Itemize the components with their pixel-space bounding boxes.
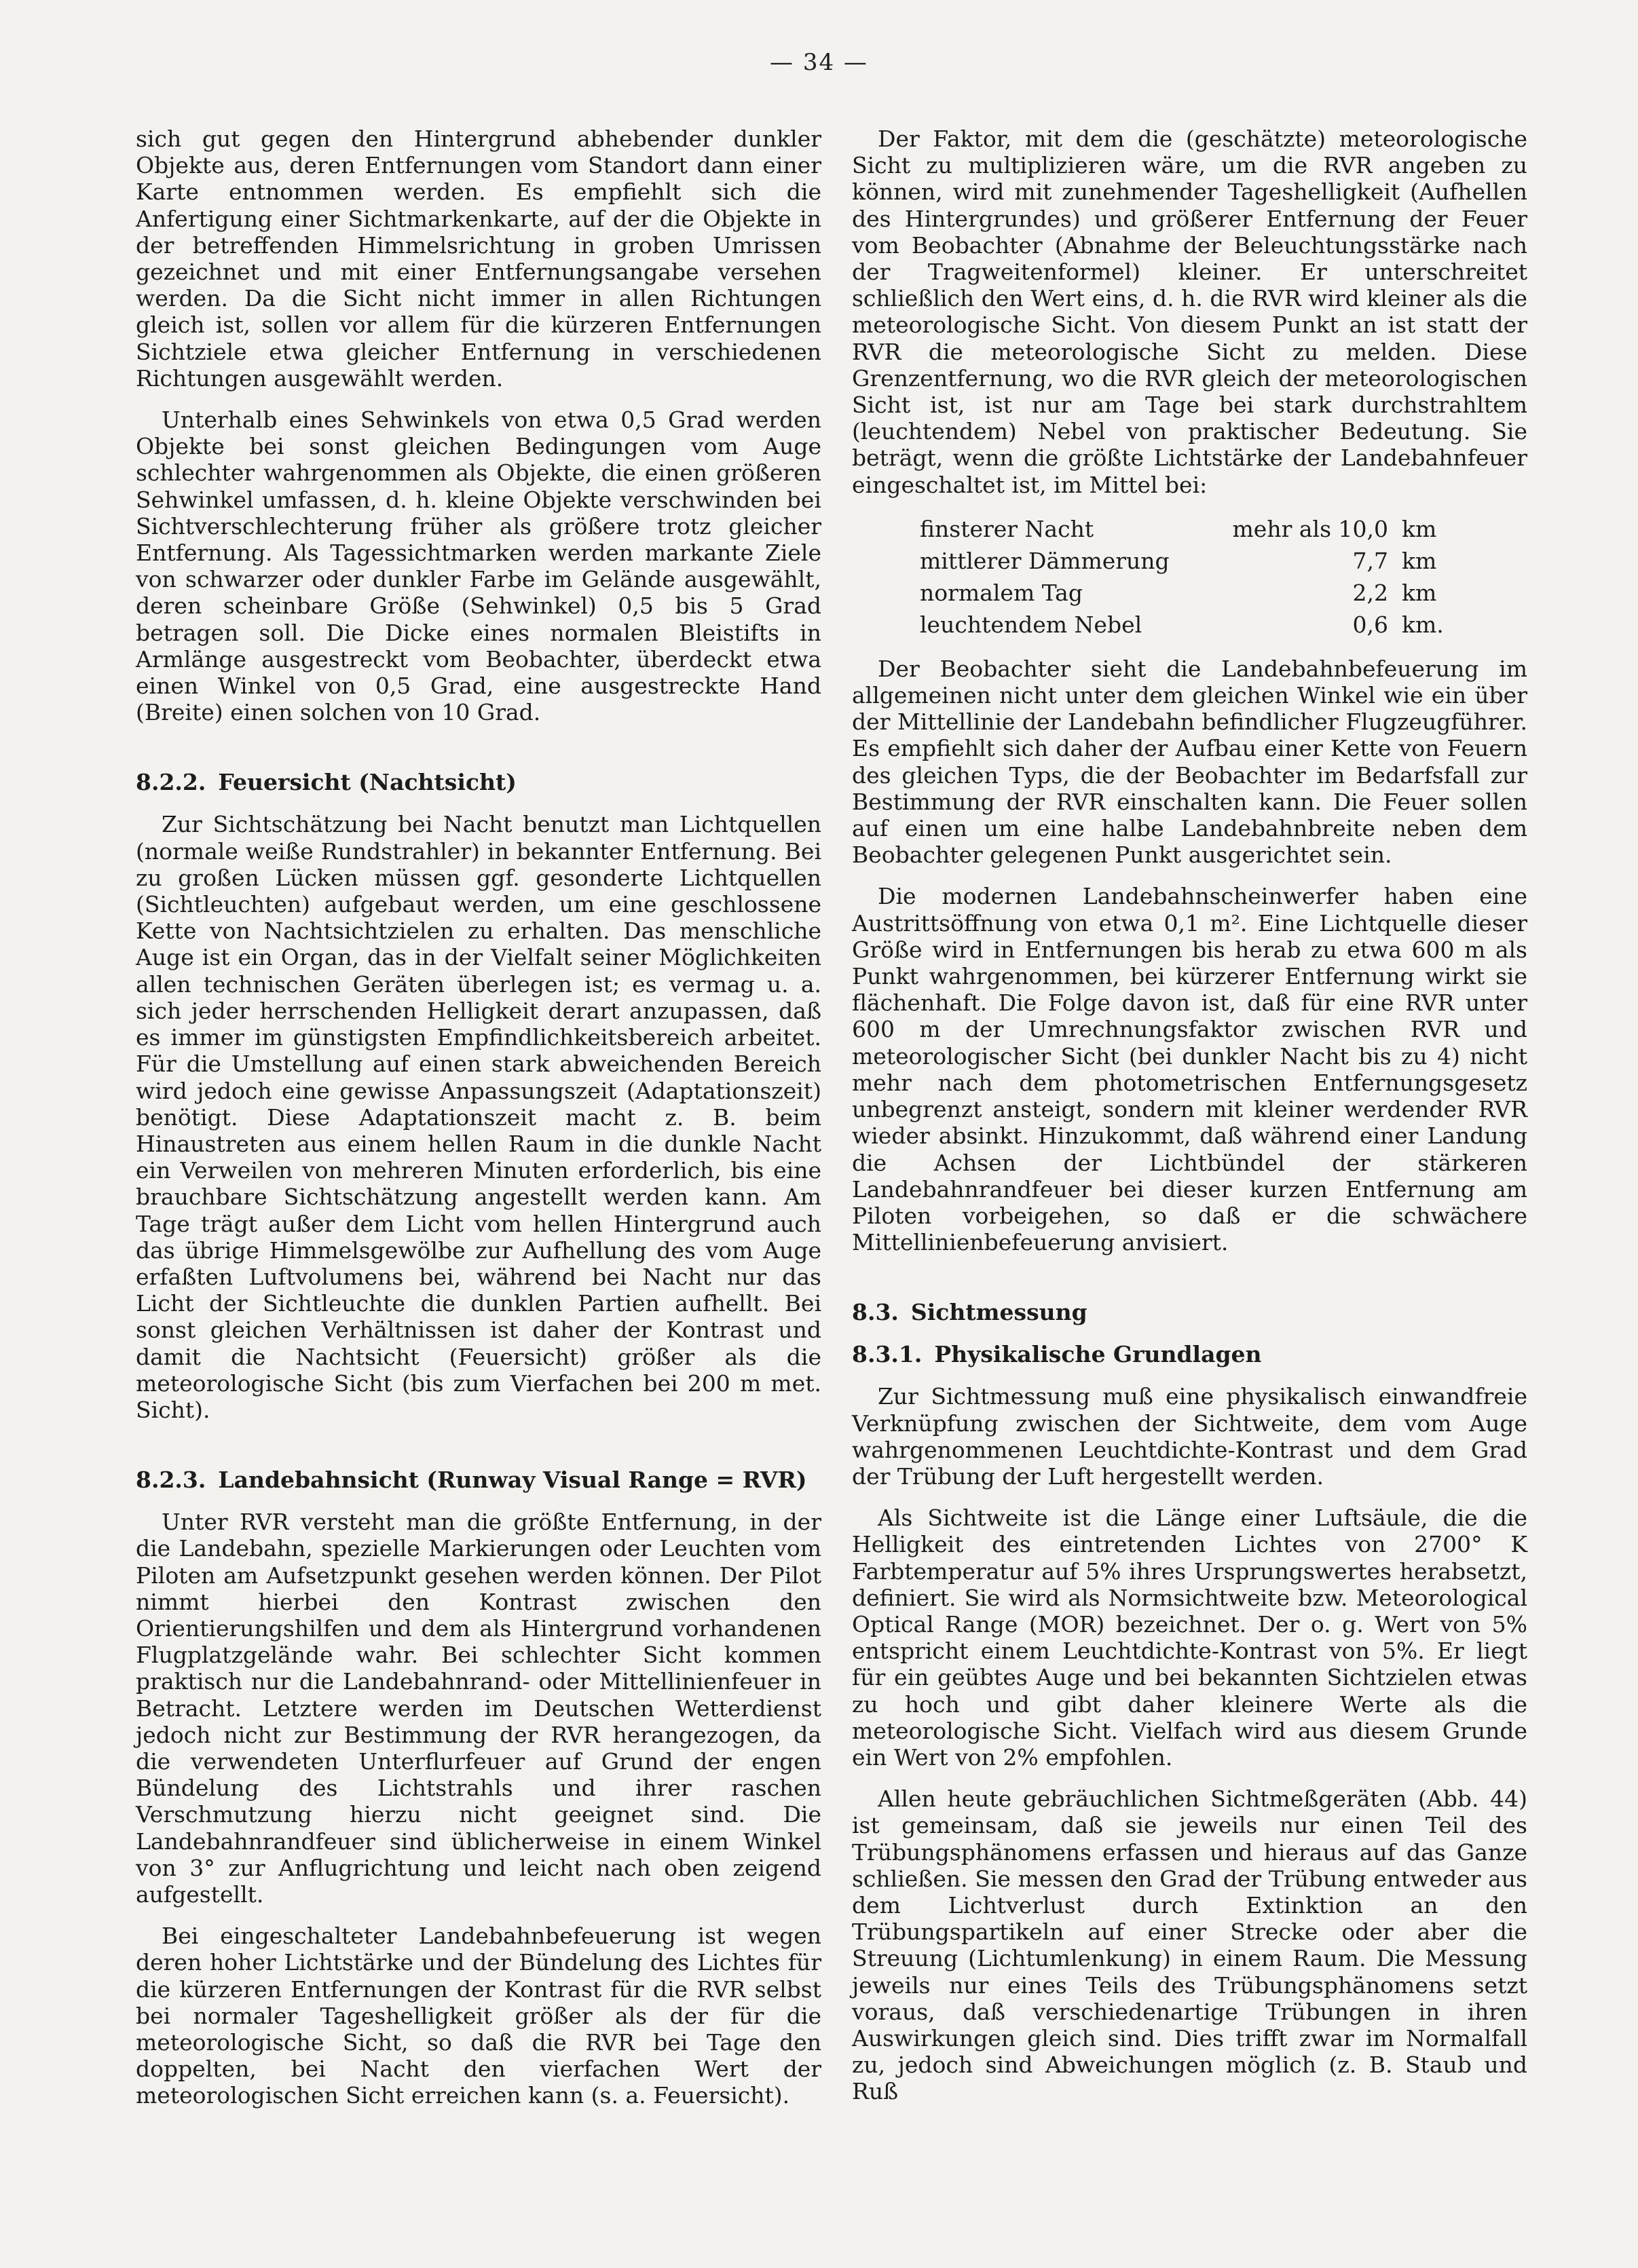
section-heading-8-2-3	[136, 1467, 821, 1494]
section-title: Feuersicht (Nachtsicht)	[218, 769, 517, 796]
paragraph: Zur Sichtschätzung bei Nacht benutzt man Lichtquellen (normale weiße Rundstrahler) in bekannter Entfernung. Bei zu großen Lücken müssen ggf. gesonderte Lichtquellen (Sichtleuchten) aufgebaut werden, um eine geschlossene Kette von Nachtsichtzielen zu erhalten. Das menschliche Auge ist ein Organ, das in der Vielfalt seiner Möglichkeiten allen technischen Geräten überlegen ist; es vermag u. a. sich jeder herrschenden Helligkeit derart anzupassen, daß es immer im günstigsten Empfindlichkeitsbereich arbeitet. Für die Umstellung auf einen stark abweichenden Bereich wird jedoch eine gewisse Anpassungszeit (Adaptationszeit) benötigt. Diese Adaptationszeit macht z. B. beim Hinaustreten aus einem hellen Raum in die dunkle Nacht ein Verweilen von mehreren Minuten erforderlich, bis eine brauchbare Sichtschätzung angestellt werden kann. Am Tage trägt außer dem Licht vom hellen Hintergrund auch das übrige Himmelsgewölbe zur Aufhellung des vom Auge erfaßten Luftvolumens bei, während bei Nacht nur das Licht der Sichtleuchte die dunklen Partien aufhellt. Bei sonst gleichen Verhältnissen ist daher der Kontrast und damit die Nachtsicht (Feuersicht) größer als die meteorologische Sicht (bis zum Vierfachen bei 200 m met. Sicht).	[136, 811, 821, 1423]
table-row	[920, 513, 1456, 545]
paragraph: sich gut gegen den Hintergrund abhebender dunkler Objekte aus, deren Entfernungen vom Standort dann einer Karte entnommen werden. Es empfiehlt sich die Anfertigung einer Sichtmarkenkarte, auf der die Objekte in der betreffenden Himmelsrichtung in groben Umrissen gezeichnet und mit einer Entfernungsangabe versehen werden. Da die Sicht nicht immer in allen Richtungen gleich ist, sollen vor allem für die kürzeren Entfernungen Sichtziele etwa gleicher Entfernung in verschiedenen Richtungen ausgewählt werden.	[136, 126, 821, 392]
section-title: Sichtmessung	[910, 1299, 1087, 1326]
table-row	[920, 545, 1456, 577]
table-cell: leuchtendem Nebel	[920, 611, 1142, 638]
section-number: 8.2.2.	[136, 769, 206, 796]
paragraph: Unter RVR versteht man die größte Entfernung, in der die Landebahn, spezielle Markierungen oder Leuchten vom Piloten am Aufsetzpunkt gesehen werden können. Der Pilot nimmt hierbei den Kontrast zwischen den Orientierungshilfen und dem als Hintergrund vorhandenen Flugplatzgelände wahr. Bei schlechter Sicht kommen praktisch nur die Landebahnrand- oder Mittellinienfeuer in Betracht. Letztere werden im Deutschen Wetterdienst jedoch nicht zur Bestimmung der RVR herangezogen, da die verwendeten Unterflurfeuer auf Grund der engen Bündelung des Lichtstrahls und ihrer raschen Verschmutzung hierzu nicht geeignet sind. Die Landebahnrandfeuer sind üblicherweise in einem Winkel von 3° zur Anflugrichtung und leicht nach oben zeigend aufgestellt.	[136, 1509, 821, 1908]
paragraph: Unterhalb eines Sehwinkels von etwa 0,5 Grad werden Objekte bei sonst gleichen Bedingungen vom Auge schlechter wahrgenommen als Objekte, die einen größeren Sehwinkel umfassen, d. h. kleine Objekte verschwinden bei Sichtverschlechterung früher als größere trotz gleicher Entfernung. Als Tagessichtmarken werden markante Ziele von schwarzer oder dunkler Farbe im Gelände ausgewählt, deren scheinbare Größe (Sehwinkel) 0,5 bis 5 Grad betragen soll. Die Dicke eines normalen Bleistifts in Armlänge ausgestreckt vom Beobachter, überdeckt etwa einen Winkel von 0,5 Grad, eine ausgestreckte Hand (Breite) einen solchen von 10 Grad.	[136, 407, 821, 726]
paragraph: Allen heute gebräuchlichen Sichtmeßgeräten (Abb. 44) ist gemeinsam, daß sie jeweils nur einen Teil des Trübungsphänomens erfassen und hieraus auf das Ganze schließen. Sie messen den Grad der Trübung entweder aus dem Lichtverlust durch Extinktion an den Trübungspartikeln auf einer Strecke oder aber die Streuung (Lichtumlenkung) in einem Raum. Die Messung jeweils nur eines Teils des Trübungsphänomens setzt voraus, daß verschiedenartige Trübungen in ihren Auswirkungen gleich sind. Dies trifft zwar im Normalfall zu, jedoch sind Abweichungen möglich (z. B. Staub und Ruß	[852, 1785, 1527, 2105]
right-column	[852, 126, 1527, 2120]
left-column	[136, 126, 821, 2124]
section-number: 8.2.3.	[136, 1467, 206, 1494]
paragraph: Der Faktor, mit dem die (geschätzte) meteorologische Sicht zu multiplizieren wäre, um die RVR angeben zu können, wird mit zunehmender Tageshelligkeit (Aufhellen des Hintergrundes) und größerer Entfernung der Feuer vom Beobachter (Abnahme der Beleuchtungsstärke nach der Tragweitenformel) kleiner. Er unterschreitet schließlich den Wert eins, d. h. die RVR wird kleiner als die meteorologische Sicht. Von diesem Punkt an ist statt der RVR die meteorologische Sicht zu melden. Diese Grenzentfernung, wo die RVR gleich der meteorologischen Sicht ist, ist nur am Tage bei stark durchstrahltem (leuchtendem) Nebel von praktischer Bedeutung. Sie beträgt, wenn die größte Lichtstärke der Landebahnfeuer eingeschaltet ist, im Mittel bei:	[852, 126, 1527, 498]
table-cell: km	[1402, 579, 1437, 606]
table-row	[920, 609, 1456, 641]
section-heading-8-3-1	[852, 1341, 1527, 1368]
section-heading-8-2-2	[136, 769, 821, 796]
table-cell: 2,2	[1352, 579, 1388, 606]
table-cell: 7,7	[1352, 547, 1388, 574]
section-title: Physikalische Grundlagen	[934, 1341, 1262, 1368]
paragraph: Die modernen Landebahnscheinwerfer haben eine Austrittsöffnung von etwa 0,1 m². Eine Lichtquelle dieser Größe wird in Entfernungen bis herab zu etwa 600 m als Punkt wahrgenommen, bei kürzerer Entfernung wirkt sie flächenhaft. Die Folge davon ist, daß für eine RVR unter 600 m der Umrechnungsfaktor zwischen RVR und meteorologischer Sicht (bei dunkler Nacht bis zu 4) nicht mehr nach dem photometrischen Entfernungsgesetz unbegrenzt ansteigt, sondern mit kleiner werdender RVR wieder absinkt. Hinzukommt, daß während einer Landung die Achsen der Lichtbündel der stärkeren Landebahnrandfeuer bei dieser kurzen Entfernung am Piloten vorbeigehen, so daß er die schwächere Mittellinienbefeuerung anvisiert.	[852, 883, 1527, 1256]
section-heading-8-3	[852, 1299, 1527, 1326]
paragraph: Als Sichtweite ist die Länge einer Luftsäule, die die Helligkeit des eintretenden Lichtes von 2700° K Farbtemperatur auf 5% ihres Ursprungswertes herabsetzt, definiert. Sie wird als Normsichtweite bzw. Meteorological Optical Range (MOR) bezeichnet. Der o. g. Wert von 5% entspricht einem Leuchtdichte-Kontrast von 5%. Er liegt für ein geübtes Auge und bei bekannten Sichtzielen etwas zu hoch und gibt daher kleinere Werte als die meteorologische Sicht. Vielfach wird aus diesem Grunde ein Wert von 2% empfohlen.	[852, 1505, 1527, 1771]
paragraph: Zur Sichtmessung muß eine physikalisch einwandfreie Verknüpfung zwischen der Sichtweite, dem vom Auge wahrgenommenen Leuchtdichte-Kontrast und dem Grad der Trübung der Luft hergestellt werden.	[852, 1383, 1527, 1490]
page-number: — 34 —	[770, 49, 868, 76]
table-cell: finsterer Nacht	[920, 515, 1094, 542]
paragraph: Bei eingeschalteter Landebahnbefeuerung ist wegen deren hoher Lichtstärke und der Bündelung des Lichtes für die kürzeren Entfernungen der Kontrast für die RVR selbst bei normaler Tageshelligkeit größer als der für die meteorologische Sicht, so daß die RVR bei Tage den doppelten, bei Nacht den vierfachen Wert der meteorologischen Sicht erreichen kann (s. a. Feuersicht).	[136, 1923, 821, 2109]
table-cell: km	[1402, 515, 1437, 542]
table-cell: mittlerer Dämmerung	[920, 547, 1170, 574]
section-number: 8.3.	[852, 1299, 899, 1326]
table-cell: normalem Tag	[920, 579, 1083, 606]
table-row	[920, 577, 1456, 609]
table-cell: km	[1402, 547, 1437, 574]
table-cell: 0,6	[1352, 611, 1388, 638]
table-cell: mehr als 10,0	[1232, 515, 1388, 542]
grenzentfernung-table	[920, 513, 1456, 641]
table-cell: km.	[1402, 611, 1444, 638]
section-title: Landebahnsicht (Runway Visual Range = RVR)	[218, 1467, 807, 1494]
paragraph: Der Beobachter sieht die Landebahnbefeuerung im allgemeinen nicht unter dem gleichen Winkel wie ein über der Mittellinie der Landebahn befindlicher Flugzeugführer. Es empfiehlt sich daher der Aufbau einer Kette von Feuern des gleichen Typs, die der Beobachter im Bedarfsfall zur Bestimmung der RVR einschalten kann. Die Feuer sollen auf einen um eine halbe Landebahnbreite neben dem Beobachter gelegenen Punkt ausgerichtet sein.	[852, 655, 1527, 869]
section-number: 8.3.1.	[852, 1341, 923, 1368]
